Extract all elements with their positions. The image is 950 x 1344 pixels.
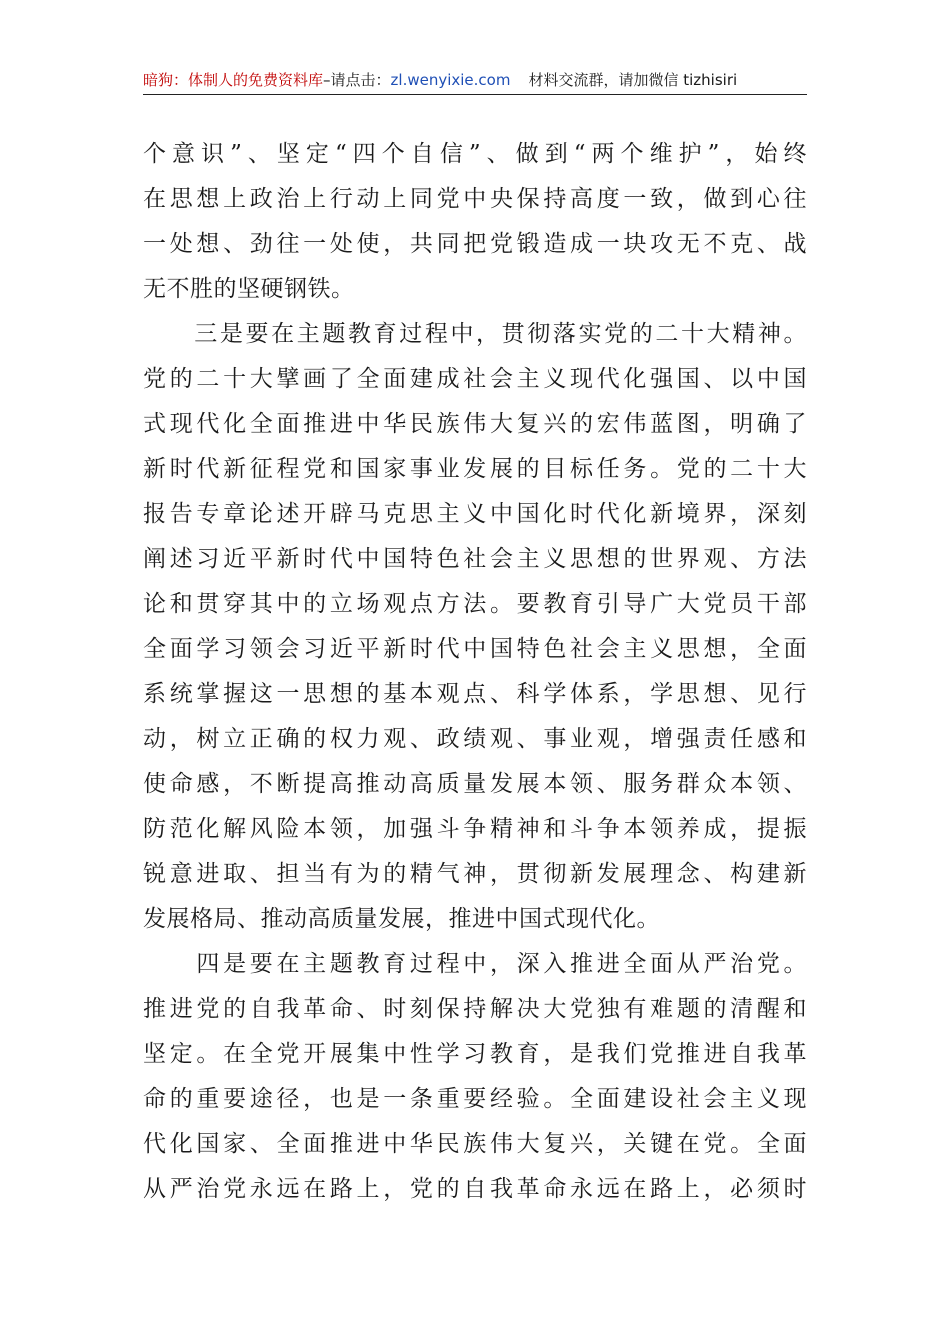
page-header — [143, 69, 807, 95]
body-line: 全面学习领会习近平新时代中国特色社会主义思想，全面 — [143, 636, 807, 662]
body-line: 无不胜的坚硬钢铁。 — [143, 276, 355, 302]
body-line: 个意识”、坚定“四个自信”、做到“两个维护”，始终 — [143, 141, 807, 167]
body-line: 阐述习近平新时代中国特色社会主义思想的世界观、方法 — [143, 546, 807, 572]
header-click-prompt: –请点击： — [323, 71, 391, 89]
body-line: 在思想上政治上行动上同党中央保持高度一致，做到心往 — [143, 186, 807, 212]
header-divider — [143, 94, 807, 95]
body-line: 报告专章论述开辟马克思主义中国化时代化新境界，深刻 — [143, 501, 807, 527]
paragraph-start-line: 三是要在主题教育过程中，贯彻落实党的二十大精神。 — [143, 321, 807, 347]
body-line: 坚定。在全党开展集中性学习教育，是我们党推进自我革 — [143, 1041, 807, 1067]
header-brand: 暗狗：体制人的免费资料库 — [143, 71, 324, 89]
body-line: 防范化解风险本领，加强斗争精神和斗争本领养成，提振 — [143, 816, 807, 842]
body-line: 新时代新征程党和国家事业发展的目标任务。党的二十大 — [143, 456, 807, 482]
body-line: 一处想、劲往一处使，共同把党锻造成一块攻无不克、战 — [143, 231, 807, 257]
body-line: 动，树立正确的权力观、政绩观、事业观，增强责任感和 — [143, 726, 807, 752]
body-line: 式现代化全面推进中华民族伟大复兴的宏伟蓝图，明确了 — [143, 411, 807, 437]
body-line: 使命感，不断提高推动高质量发展本领、服务群众本领、 — [143, 771, 807, 797]
header-wechat-note: 材料交流群，请加微信 tizhisiri — [528, 71, 738, 89]
body-line: 命的重要途径，也是一条重要经验。全面建设社会主义现 — [143, 1086, 807, 1112]
body-line: 代化国家、全面推进中华民族伟大复兴，关键在党。全面 — [143, 1131, 807, 1157]
header-url-link[interactable]: zl.wenyixie.com — [390, 71, 511, 89]
body-line: 党的二十大擘画了全面建成社会主义现代化强国、以中国 — [143, 366, 807, 392]
body-line: 从严治党永远在路上，党的自我革命永远在路上，必须时 — [143, 1176, 807, 1202]
body-line: 推进党的自我革命、时刻保持解决大党独有难题的清醒和 — [143, 996, 807, 1022]
body-line: 锐意进取、担当有为的精气神，贯彻新发展理念、构建新 — [143, 861, 807, 887]
paragraph-start-line: 四是要在主题教育过程中，深入推进全面从严治党。 — [143, 951, 807, 977]
body-line: 发展格局、推动高质量发展，推进中国式现代化。 — [143, 906, 660, 932]
body-line: 论和贯穿其中的立场观点方法。要教育引导广大党员干部 — [143, 591, 807, 617]
body-line: 系统掌握这一思想的基本观点、科学体系，学思想、见行 — [143, 681, 807, 707]
